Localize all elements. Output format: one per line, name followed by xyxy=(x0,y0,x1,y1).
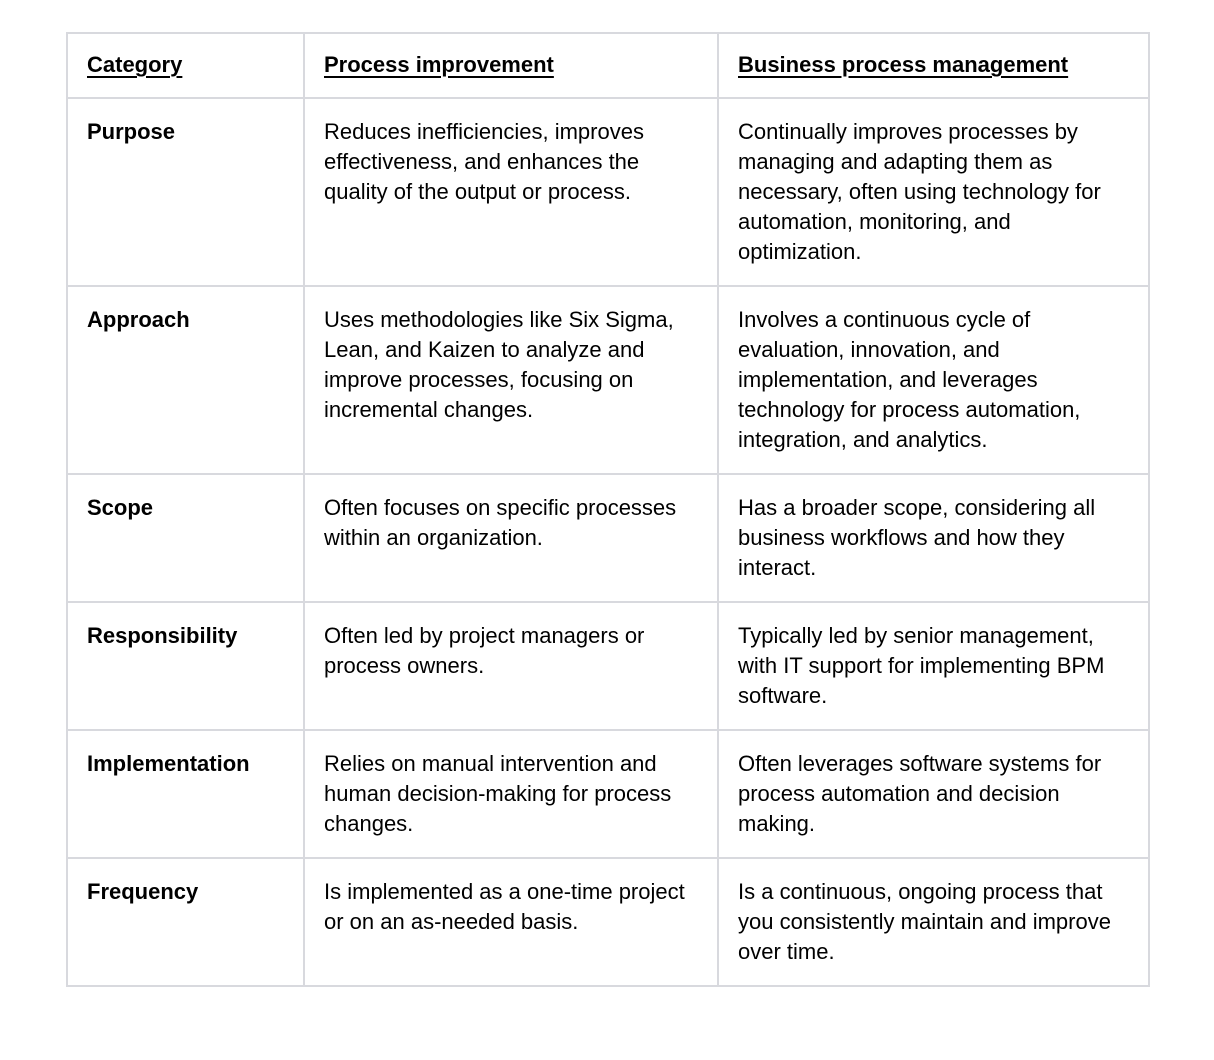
row-label-implementation: Implementation xyxy=(67,730,304,858)
table-row-responsibility xyxy=(67,602,1149,730)
row-label-approach: Approach xyxy=(67,286,304,474)
responsibility-process-improvement-cell: Often led by project managers or process owners. xyxy=(304,602,718,730)
scope-bpm-cell: Has a broader scope, considering all business workflows and how they interact. xyxy=(718,474,1149,602)
table-row-approach xyxy=(67,286,1149,474)
table-row-implementation xyxy=(67,730,1149,858)
responsibility-bpm-cell: Typically led by senior management, with IT support for implementing BPM software. xyxy=(718,602,1149,730)
table-row-frequency xyxy=(67,858,1149,986)
header-cell-process-improvement: Process improvement xyxy=(304,33,718,98)
row-label-frequency: Frequency xyxy=(67,858,304,986)
row-label-scope: Scope xyxy=(67,474,304,602)
approach-process-improvement-cell: Uses methodologies like Six Sigma, Lean, and Kaizen to analyze and improve processes, focusing on incremental changes. xyxy=(304,286,718,474)
frequency-bpm-cell: Is a continuous, ongoing process that you consistently maintain and improve over time. xyxy=(718,858,1149,986)
header-cell-category: Category xyxy=(67,33,304,98)
table-row-scope xyxy=(67,474,1149,602)
purpose-process-improvement-cell: Reduces inefficiencies, improves effectiveness, and enhances the quality of the output or process. xyxy=(304,98,718,286)
frequency-process-improvement-cell: Is implemented as a one-time project or on an as-needed basis. xyxy=(304,858,718,986)
header-cell-business-process-management: Business process management xyxy=(718,33,1149,98)
approach-bpm-cell: Involves a continuous cycle of evaluation, innovation, and implementation, and leverages technology for process automation, integration, and analytics. xyxy=(718,286,1149,474)
scope-process-improvement-cell: Often focuses on specific processes within an organization. xyxy=(304,474,718,602)
row-label-purpose: Purpose xyxy=(67,98,304,286)
purpose-bpm-cell: Continually improves processes by managing and adapting them as necessary, often using technology for automation, monitoring, and optimization. xyxy=(718,98,1149,286)
comparison-table xyxy=(66,32,1150,987)
row-label-responsibility: Responsibility xyxy=(67,602,304,730)
table-row-purpose xyxy=(67,98,1149,286)
implementation-process-improvement-cell: Relies on manual intervention and human decision-making for process changes. xyxy=(304,730,718,858)
table-header-row xyxy=(67,33,1149,98)
implementation-bpm-cell: Often leverages software systems for process automation and decision making. xyxy=(718,730,1149,858)
